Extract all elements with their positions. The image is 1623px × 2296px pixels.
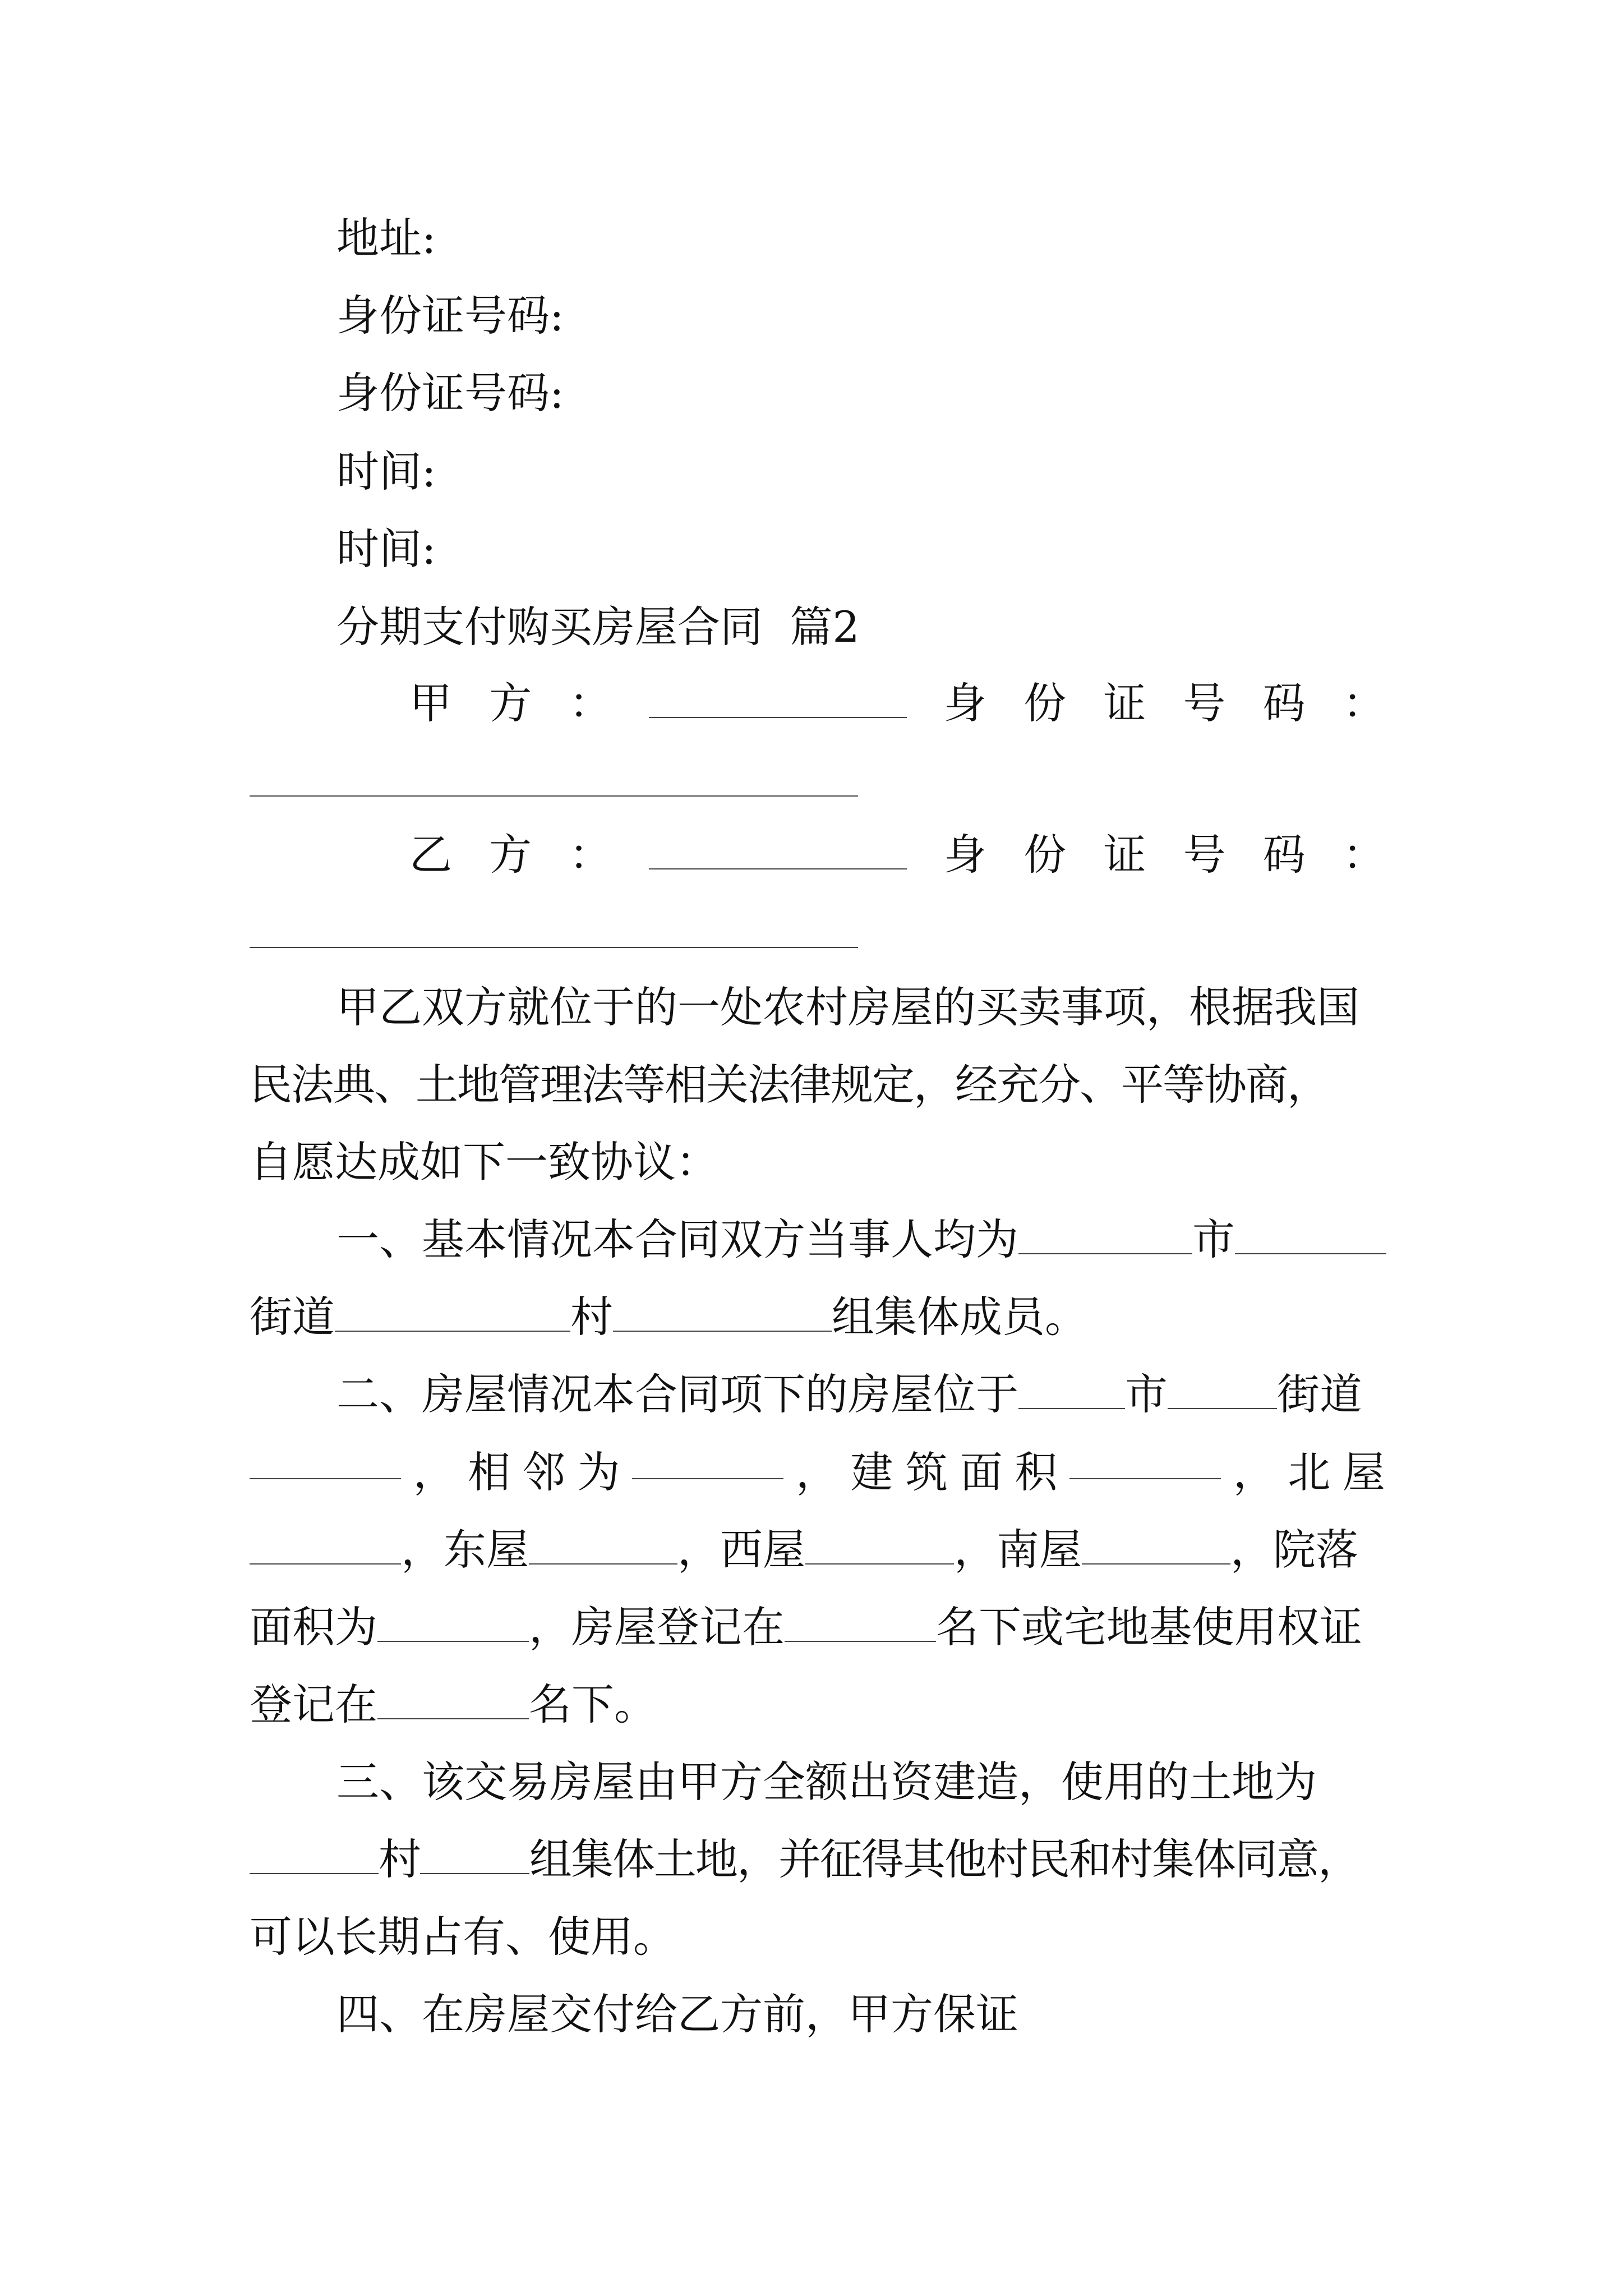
city-label: 市 [1125,1369,1168,1419]
village-label: 村 [570,1292,613,1342]
blank [1082,1530,1230,1565]
clause-2-line-5 [250,1677,1385,1733]
char: 北 [1288,1447,1331,1497]
blank [785,1607,936,1642]
char: 相 [468,1447,511,1497]
preamble-line-3: 自愿达成如下一致协议： [250,1137,718,1187]
blank [250,1839,379,1874]
street-label: 街道 [250,1292,335,1342]
party-b-char: 方 [489,830,532,880]
party-a-id-char: ： [1342,678,1385,728]
south-label: ，南屋 [954,1525,1082,1575]
clause-1-suffix: 组集体成员。 [832,1292,1087,1342]
char: 邻 [522,1447,565,1497]
section-title: 分期支付购买房屋合同 篇2 [336,602,860,652]
clause-4-line-1: 四、在房屋交付给乙方前，甲方保证 [336,1989,1018,2039]
clause-1-line-2 [250,1289,1385,1345]
clause-2-line-1 [336,1366,1362,1423]
blank [420,1839,529,1874]
party-b-id-char: 号 [1183,830,1226,880]
clause-3-line-3: 可以长期占有、使用。 [250,1912,676,1962]
blank [1069,1444,1221,1479]
clause-3-line-1: 三、该交易房屋由甲方全额出资建造，使用的土地为 [336,1757,1317,1807]
party-b-id-char: 身 [943,830,986,880]
clause-1-line-1 [336,1212,1386,1268]
party-b-name-blank [649,835,907,869]
blank [529,1530,677,1565]
comma: ， [413,1447,456,1497]
clause-2-line-2 [250,1444,1385,1501]
time-label-1: 时间: [336,447,436,496]
clause-2-line-3 [250,1522,1385,1578]
clause-1-prefix: 一、基本情况本合同双方当事人均为 [336,1214,1018,1264]
time-label-2: 时间: [336,524,436,574]
street-label: 街道 [1277,1369,1362,1419]
clause-3-line-2 [250,1832,1385,1888]
id-number-label-2: 身份证号码: [336,368,564,418]
id-number-label-1: 身份证号码: [336,291,564,341]
blank [1168,1374,1277,1409]
party-b-id-blank [250,947,858,948]
party-a-id-char: 证 [1103,678,1146,728]
registered-label-2: 登记在 [250,1680,377,1729]
party-a-char: 方 [489,678,532,728]
party-a-char: ： [569,678,612,728]
party-a-id-char: 码 [1262,678,1306,728]
char: 屋 [1342,1447,1385,1497]
party-a-char: 甲 [409,678,452,728]
west-label: ，西屋 [677,1525,805,1575]
party-a-id-char: 身 [943,678,986,728]
blank [377,1685,529,1719]
party-b-line [409,827,1385,883]
party-a-name-blank [649,683,907,718]
comma: ， [1233,1447,1276,1497]
char: 建 [850,1447,893,1497]
preamble-line-2: 民法典、土地管理法等相关法律规定，经充分、平等协商， [250,1060,1329,1110]
clause-3-rest: 组集体土地，并征得其他村民和村集体同意， [529,1834,1359,1884]
blank [377,1607,529,1642]
name-end-label: 名下。 [529,1680,657,1729]
char: 面 [960,1447,1003,1497]
party-b-char: ： [569,830,612,880]
party-a-id-blank [250,795,858,797]
name-or-label: 名下或宅地基使用权证 [936,1602,1362,1652]
blank [335,1297,570,1332]
party-b-id-char: 份 [1023,830,1067,880]
party-b-id-char: ： [1342,830,1385,880]
east-label: ，东屋 [401,1525,529,1575]
village-label: 村 [379,1834,420,1884]
party-b-char: 乙 [409,830,452,880]
area-label: 面积为 [250,1602,377,1652]
address-label: 地址: [336,213,436,263]
blank [1018,1374,1125,1409]
blank [632,1444,783,1479]
comma: ， [795,1447,838,1497]
preamble-line-1: 甲乙双方就位于的一处农村房屋的买卖事项，根据我国 [336,982,1359,1032]
city-label: 市 [1192,1214,1235,1264]
char: 为 [577,1447,620,1497]
yard-label: ，院落 [1230,1525,1358,1575]
party-a-line [409,675,1385,731]
registered-label: ，房屋登记在 [529,1602,785,1652]
blank [805,1530,954,1565]
char: 筑 [905,1447,948,1497]
party-a-id-char: 份 [1023,678,1067,728]
party-b-id-char: 证 [1103,830,1146,880]
blank [613,1297,832,1332]
clause-2-prefix: 二、房屋情况本合同项下的房屋位于 [336,1369,1018,1419]
char: 积 [1015,1447,1058,1497]
clause-2-line-4 [250,1599,1385,1655]
blank [1018,1220,1192,1254]
blank [250,1444,401,1479]
party-b-id-char: 码 [1262,830,1306,880]
blank [1235,1220,1386,1254]
party-a-id-char: 号 [1183,678,1226,728]
blank [250,1530,401,1565]
